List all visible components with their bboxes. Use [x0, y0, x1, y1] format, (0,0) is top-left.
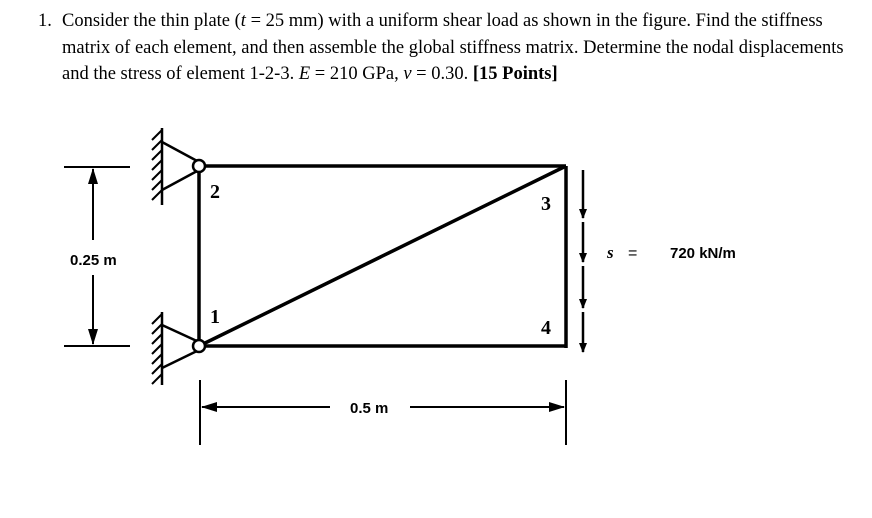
problem-number: 1. [38, 11, 52, 31]
modulus-symbol: E [298, 64, 311, 84]
poisson-symbol: v [403, 64, 412, 84]
node-label-4: 4 [541, 317, 551, 339]
points-label: [15 Points] [472, 64, 558, 84]
width-label: 0.5 m [350, 400, 389, 417]
poisson-value: = 0.30. [411, 64, 473, 84]
diagonal-element-boundary [199, 166, 566, 346]
text-part: Consider the thin plate ( [62, 11, 241, 31]
height-label: 0.25 m [70, 252, 117, 269]
thickness-symbol: t [240, 11, 246, 31]
node-label-2: 2 [210, 181, 220, 203]
load-symbol: s [607, 243, 614, 262]
node-label-1: 1 [210, 306, 220, 328]
plate-outline [199, 166, 566, 348]
text-part: = 25 mm) with a uniform shear load as shown in the figure. Find the stiffness matrix of each element, and then assemble the global stiffness matrix. Determine the nodal displacements and the stress of element 1-2-3. [62, 11, 844, 84]
load-value: 720 kN/m [670, 245, 736, 262]
node-2-pin [193, 160, 205, 172]
node-1-pin [193, 340, 205, 352]
node-label-3: 3 [541, 193, 551, 215]
modulus-value: = 210 GPa, [310, 64, 404, 84]
load-equals: = [628, 245, 638, 262]
